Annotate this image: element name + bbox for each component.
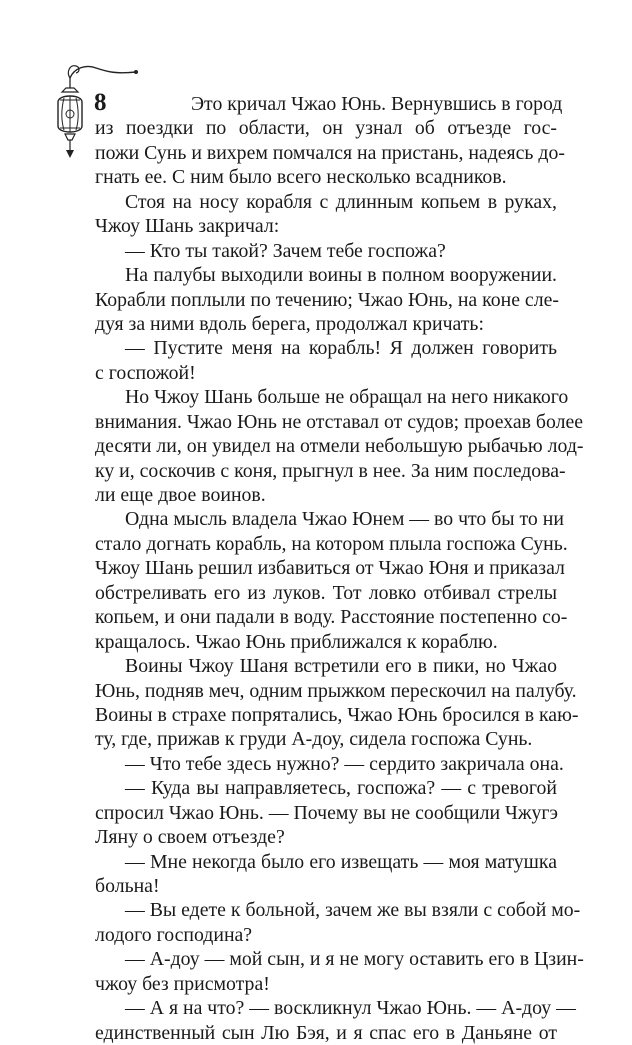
- text-line: Это кричал Чжао Юнь. Вернувшись в город: [191, 93, 563, 115]
- text-line: — Куда вы направляетесь, госпожа? — с тревогой: [125, 777, 557, 800]
- text-line: лодого господина?: [95, 923, 253, 946]
- text-line: гнать ее. С ним было всего несколько всадников.: [95, 166, 507, 189]
- text-line: — А я на что? — воскликнул Чжао Юнь. — А-доу —: [125, 997, 576, 1020]
- text-line: Ляну о своем отъезде?: [95, 826, 285, 849]
- text-line: кращалось. Чжао Юнь приближался к кораблю.: [95, 630, 498, 653]
- text-line: — А-доу — мой сын, и я не могу оставить его в Цзин-: [125, 948, 584, 971]
- text-line: Стоя на носу корабля с длинным копьем в руках,: [125, 190, 557, 213]
- text-line: десяти ли, он увидел на отмели небольшую рыбачью лод-: [95, 435, 584, 458]
- text-line: Чжоу Шань закричал:: [95, 215, 280, 238]
- text-line: единственный сын Лю Бэя, и я спас его в Даньяне от: [95, 1021, 557, 1044]
- page-number: 8: [94, 89, 107, 116]
- body-text: [95, 92, 584, 1045]
- text-line: Воины в страхе попрятались, Чжао Юнь бросился в каю-: [95, 703, 579, 726]
- text-line: копьем, и они падали в воду. Расстояние постепенно со-: [95, 606, 568, 629]
- text-line: Но Чжоу Шань больше не обращал на него никакого: [125, 386, 569, 409]
- text-line: Воины Чжоу Шаня встретили его в пики, но Чжао: [125, 655, 557, 678]
- text-line: Чжоу Шань решил избавиться от Чжао Юня и приказал: [95, 557, 565, 580]
- text-line: ту, где, прижав к груди А-доу, сидела госпожа Сунь.: [95, 728, 533, 751]
- text-line: ку и, соскочив с коня, прыгнул в нее. За ним последова-: [95, 459, 566, 482]
- text-line: больна!: [95, 875, 160, 897]
- text-line: чжоу без присмотра!: [95, 972, 270, 995]
- text-line: пожи Сунь и вихрем помчался на пристань, надеясь до-: [95, 141, 565, 164]
- text-line: Одна мысль владела Чжао Юнем — во что бы то ни: [125, 508, 564, 531]
- text-line: обстреливать его из луков. Тот ловко отбивал стрелы: [95, 581, 557, 604]
- text-line: спросил Чжао Юнь. — Почему вы не сообщили Чжугэ: [95, 801, 559, 824]
- text-line: — Мне некогда было его извещать — моя матушка: [125, 850, 557, 873]
- text-line: из поездки по области, он узнал об отъезде гос-: [95, 117, 557, 140]
- text-line: — Вы едете к больной, зачем же вы взяли с собой мо-: [125, 899, 581, 922]
- text-line: стало догнать корабль, на котором плыла госпожа Сунь.: [95, 532, 568, 555]
- text-line: ли еще двое воинов.: [95, 484, 266, 506]
- text-line: Юнь, подняв меч, одним прыжком перескочил на палубу.: [95, 679, 577, 702]
- text-line: На палубы выходили воины в полном вооружении.: [125, 264, 557, 287]
- text-line: — Кто ты такой? Зачем тебе госпожа?: [125, 239, 446, 262]
- text-line: с госпожой!: [95, 361, 196, 384]
- text-line: — Пустите меня на корабль! Я должен говорить: [125, 337, 557, 360]
- text-line: внимания. Чжао Юнь не отставал от судов; проехав более: [95, 410, 584, 433]
- text-line: — Что тебе здесь нужно? — сердито закричала она.: [125, 752, 564, 775]
- text-line: Корабли поплыли по течению; Чжао Юнь, на коне сле-: [95, 288, 559, 311]
- text-line: дуя за ними вдоль берега, продолжал кричать:: [95, 312, 484, 335]
